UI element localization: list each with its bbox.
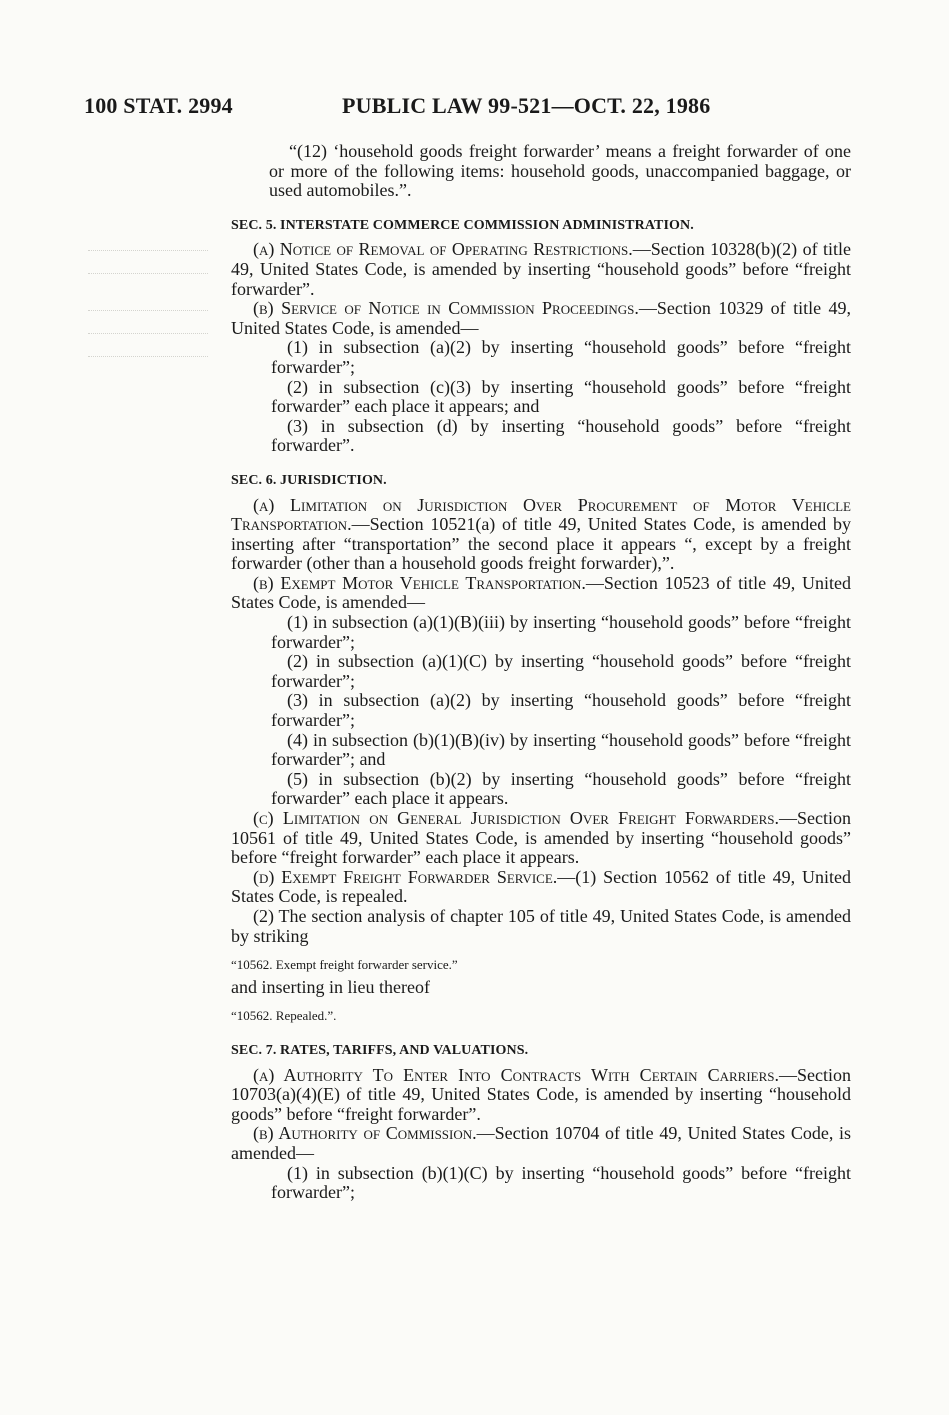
section-6-b-text: —Section 10523 of title 49, United States Code, is amended— xyxy=(231,572,851,613)
section-6-a-text: —Section 10521(a) of title 49, United States Code, is amended by inserting after “transportation” the second place it appears “, except by a freight forwarder (other than a household goods freight forwarder),”. xyxy=(231,514,851,574)
section-7-a-title: (a) Authority To Enter Into Contracts With Certain Carriers. xyxy=(253,1064,779,1085)
section-6-b-item-1: (1) in subsection (a)(1)(B)(iii) by inserting “household goods” before “freight forwarder”; xyxy=(271,612,851,652)
section-6-d xyxy=(231,868,851,907)
section-6-d-text: —(1) Section 10562 of title 49, United States Code, is repealed. xyxy=(231,866,851,907)
section-5-heading: SEC. 5. INTERSTATE COMMERCE COMMISSION ADMINISTRATION. xyxy=(231,217,694,233)
section-5-a-title: (a) Notice of Removal of Operating Restrictions. xyxy=(253,239,633,260)
section-5-a xyxy=(231,240,851,299)
section-7-b-title: (b) Authority of Commission. xyxy=(253,1123,477,1144)
section-6-b-item-4: (4) in subsection (b)(1)(B)(iv) by inserting “household goods” before “freight forwarder”; and xyxy=(271,729,851,770)
section-7-a xyxy=(231,1066,851,1125)
section-6-b-item-5: (5) in subsection (b)(2) by inserting “household goods” before “freight forwarder” each place it appears. xyxy=(271,768,851,809)
section-5-b xyxy=(231,299,851,338)
section-7-a-text: —Section 10703(a)(4)(E) of title 49, United States Code, is amended by inserting “household goods” before “freight forwarder”. xyxy=(231,1064,851,1124)
public-law-reference: PUBLIC LAW 99-521—OCT. 22, 1986 xyxy=(342,93,711,118)
insertion-lead: and inserting in lieu thereof xyxy=(231,976,430,997)
section-5-b-title: (b) Service of Notice in Commission Proceedings. xyxy=(253,298,639,319)
section-5-a-text: —Section 10328(b)(2) of title 49, United States Code, is amended by inserting “household goods” before “freight forwarder”. xyxy=(231,239,851,299)
section-6-c-title: (c) Limitation on General Jurisdiction Over Freight Forwarders. xyxy=(253,808,779,828)
section-6-b-item-2: (2) in subsection (a)(1)(C) by inserting “household goods” before “freight forwarder”; xyxy=(271,651,851,691)
section-6-c xyxy=(231,809,851,868)
document-body xyxy=(231,142,851,1203)
section-6-heading: SEC. 6. JURISDICTION. xyxy=(231,472,387,488)
section-5-b-item-2: (2) in subsection (c)(3) by inserting “household goods” before “freight forwarder” each place it appears; and xyxy=(271,376,851,417)
section-7-heading: SEC. 7. RATES, TARIFFS, AND VALUATIONS. xyxy=(231,1042,529,1058)
bleed-through-margin-notes xyxy=(88,238,208,468)
section-7-b xyxy=(231,1124,851,1163)
section-6-b xyxy=(231,574,851,613)
struck-analysis-line: “10562. Exempt freight forwarder service.” xyxy=(231,957,458,973)
section-5-b-item-3: (3) in subsection (d) by inserting “household goods” before “freight forwarder”. xyxy=(271,415,851,456)
section-6-a-title: (a) Limitation on Jurisdiction Over Procurement of Motor Vehicle Transportation. xyxy=(231,494,851,535)
section-6-a xyxy=(231,496,851,574)
section-6-b-title: (b) Exempt Motor Vehicle Transportation. xyxy=(253,572,586,593)
section-7-b-text: —Section 10704 of title 49, United States Code, is amended— xyxy=(231,1123,852,1163)
section-6-d-2: (2) The section analysis of chapter 105 of title 49, United States Code, is amended by striking xyxy=(231,905,851,946)
section-7-b-item-1: (1) in subsection (b)(1)(C) by inserting “household goods” before “freight forwarder”; xyxy=(271,1162,851,1203)
section-5-b-text: —Section 10329 of title 49, United States Code, is amended— xyxy=(231,298,851,338)
statute-page-reference: 100 STAT. 2994 xyxy=(84,93,233,118)
section-5-b-item-1: (1) in subsection (a)(2) by inserting “household goods” before “freight forwarder”; xyxy=(271,337,851,377)
section-6-d-title: (d) Exempt Freight Forwarder Service. xyxy=(253,866,558,887)
section-6-c-text: —Section 10561 of title 49, United States Code, is amended by inserting “household goods” before “freight forwarder” each place it appears. xyxy=(231,808,851,868)
section-6-b-item-3: (3) in subsection (a)(2) by inserting “household goods” before “freight forwarder”; xyxy=(271,690,851,731)
definition-12: “(12) ‘household goods freight forwarder’ means a freight forwarder of one or more of the following items: household goods, unaccompanied baggage, or used automobiles.”. xyxy=(269,141,851,201)
inserted-analysis-line: “10562. Repealed.”. xyxy=(231,1008,337,1024)
